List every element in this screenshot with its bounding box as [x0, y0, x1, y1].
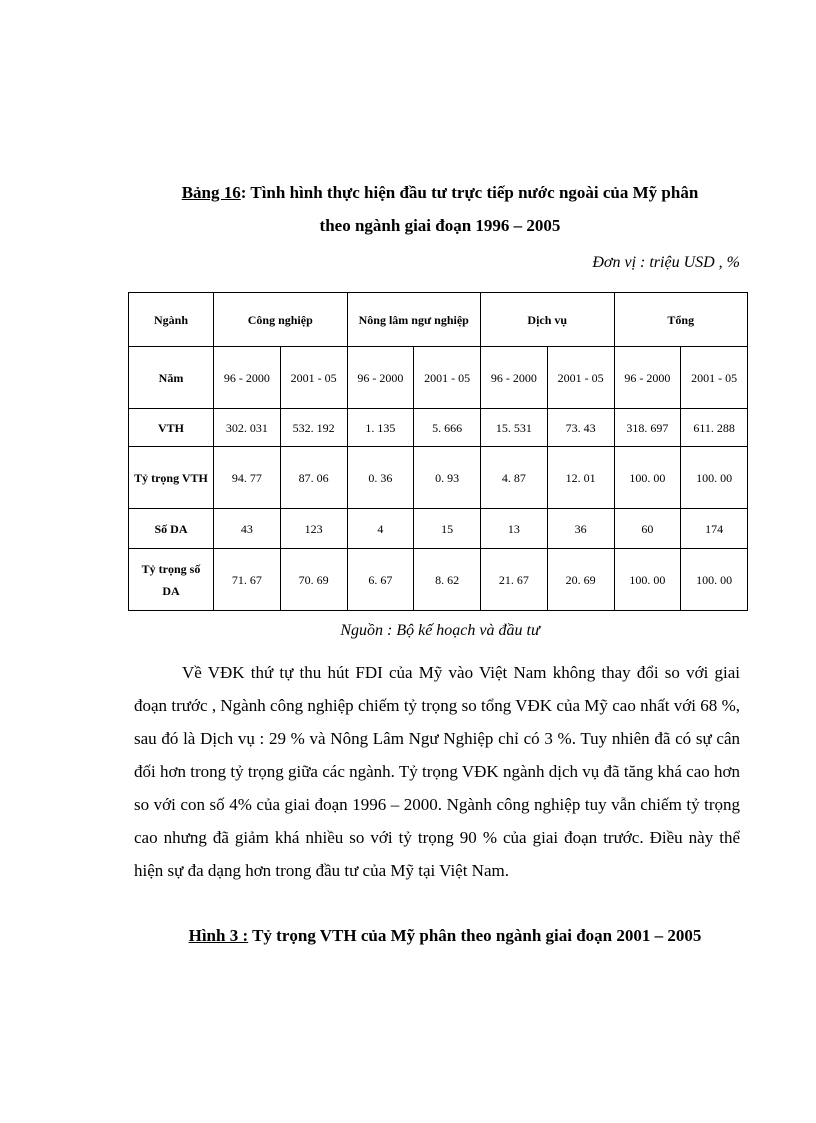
year-cell: 96 - 2000 — [214, 347, 281, 409]
source-note: Nguồn : Bộ kế hoạch và đầu tư — [340, 622, 540, 639]
table-cell: 15 — [414, 509, 481, 549]
header-sector: Ngành — [129, 293, 214, 347]
table-header-row — [129, 293, 748, 347]
table-cell: 20. 69 — [547, 549, 614, 611]
year-cell: 96 - 2000 — [481, 347, 548, 409]
header-group: Nông lâm ngư nghiệp — [347, 293, 481, 347]
table-title-line1 — [100, 176, 780, 209]
figure-caption — [100, 926, 790, 946]
figure-caption-text: Tỷ trọng VTH của Mỹ phân theo ngành giai đoạn 2001 – 2005 — [248, 926, 702, 945]
table-cell: 8. 62 — [414, 549, 481, 611]
year-cell: 96 - 2000 — [614, 347, 681, 409]
table-cell: 611. 288 — [681, 409, 748, 447]
table-row — [129, 509, 748, 549]
table-cell: 13 — [481, 509, 548, 549]
table-cell: 0. 36 — [347, 447, 414, 509]
table-year-row — [129, 347, 748, 409]
fdi-table — [128, 292, 748, 611]
table-cell: 1. 135 — [347, 409, 414, 447]
table-row — [129, 409, 748, 447]
table-cell: 174 — [681, 509, 748, 549]
row-label: Số DA — [129, 509, 214, 549]
table-cell: 60 — [614, 509, 681, 549]
table-number-label: Bảng 16 — [181, 183, 241, 202]
table-cell: 4. 87 — [481, 447, 548, 509]
table-cell: 5. 666 — [414, 409, 481, 447]
unit-note: Đơn vị : triệu USD , % — [592, 254, 740, 271]
row-label: Tỷ trọng số DA — [129, 549, 214, 611]
header-group: Công nghiệp — [214, 293, 348, 347]
table-cell: 15. 531 — [481, 409, 548, 447]
table-cell: 87. 06 — [280, 447, 347, 509]
table-cell: 302. 031 — [214, 409, 281, 447]
table-cell: 70. 69 — [280, 549, 347, 611]
table-cell: 100. 00 — [681, 549, 748, 611]
table-title-line2: theo ngành giai đoạn 1996 – 2005 — [319, 216, 561, 235]
table-cell: 36 — [547, 509, 614, 549]
table-cell: 71. 67 — [214, 549, 281, 611]
table-cell: 123 — [280, 509, 347, 549]
table-cell: 100. 00 — [614, 549, 681, 611]
table-row — [129, 549, 748, 611]
table-cell: 73. 43 — [547, 409, 614, 447]
table-cell: 4 — [347, 509, 414, 549]
table-cell: 6. 67 — [347, 549, 414, 611]
table-cell: 21. 67 — [481, 549, 548, 611]
table-cell: 100. 00 — [614, 447, 681, 509]
year-cell: 2001 - 05 — [280, 347, 347, 409]
figure-number-label: Hình 3 : — [188, 926, 249, 945]
table-cell: 94. 77 — [214, 447, 281, 509]
table-row — [129, 447, 748, 509]
header-group: Tổng — [614, 293, 748, 347]
table-cell: 0. 93 — [414, 447, 481, 509]
table-title-text: : Tình hình thực hiện đầu tư trực tiếp nước ngoài của Mỹ phân — [240, 183, 699, 202]
year-cell: 96 - 2000 — [347, 347, 414, 409]
year-cell: 2001 - 05 — [414, 347, 481, 409]
row-label: Tỷ trọng VTH — [129, 447, 214, 509]
row-label: VTH — [129, 409, 214, 447]
table-cell: 318. 697 — [614, 409, 681, 447]
body-paragraph: Về VĐK thứ tự thu hút FDI của Mỹ vào Việt Nam không thay đổi so với giai đoạn trước , Ngành công nghiệp chiếm tỷ trọng so tổng VĐK của Mỹ cao nhất với 68 %, sau đó là Dịch vụ : 29 % và Nông Lâm Ngư Nghiệp chỉ có 3 %. Tuy nhiên đã có sự cân đối hơn trong tỷ trọng giữa các ngành. Tỷ trọng VĐK ngành dịch vụ đã tăng khá cao hơn so với con số 4% của giai đoạn 1996 – 2000. Ngành công nghiệp tuy vẫn chiếm tỷ trọng cao nhưng đã giảm khá nhiều so với tỷ trọng 90 % của giai đoạn trước. Điều này thể hiện sự đa dạng hơn trong đầu tư của Mỹ tại Việt Nam. — [134, 663, 740, 880]
year-cell: 2001 - 05 — [547, 347, 614, 409]
year-cell: 2001 - 05 — [681, 347, 748, 409]
table-cell: 532. 192 — [280, 409, 347, 447]
table-cell: 43 — [214, 509, 281, 549]
table-cell: 12. 01 — [547, 447, 614, 509]
table-cell: 100. 00 — [681, 447, 748, 509]
header-year: Năm — [129, 347, 214, 409]
header-group: Dịch vụ — [481, 293, 615, 347]
